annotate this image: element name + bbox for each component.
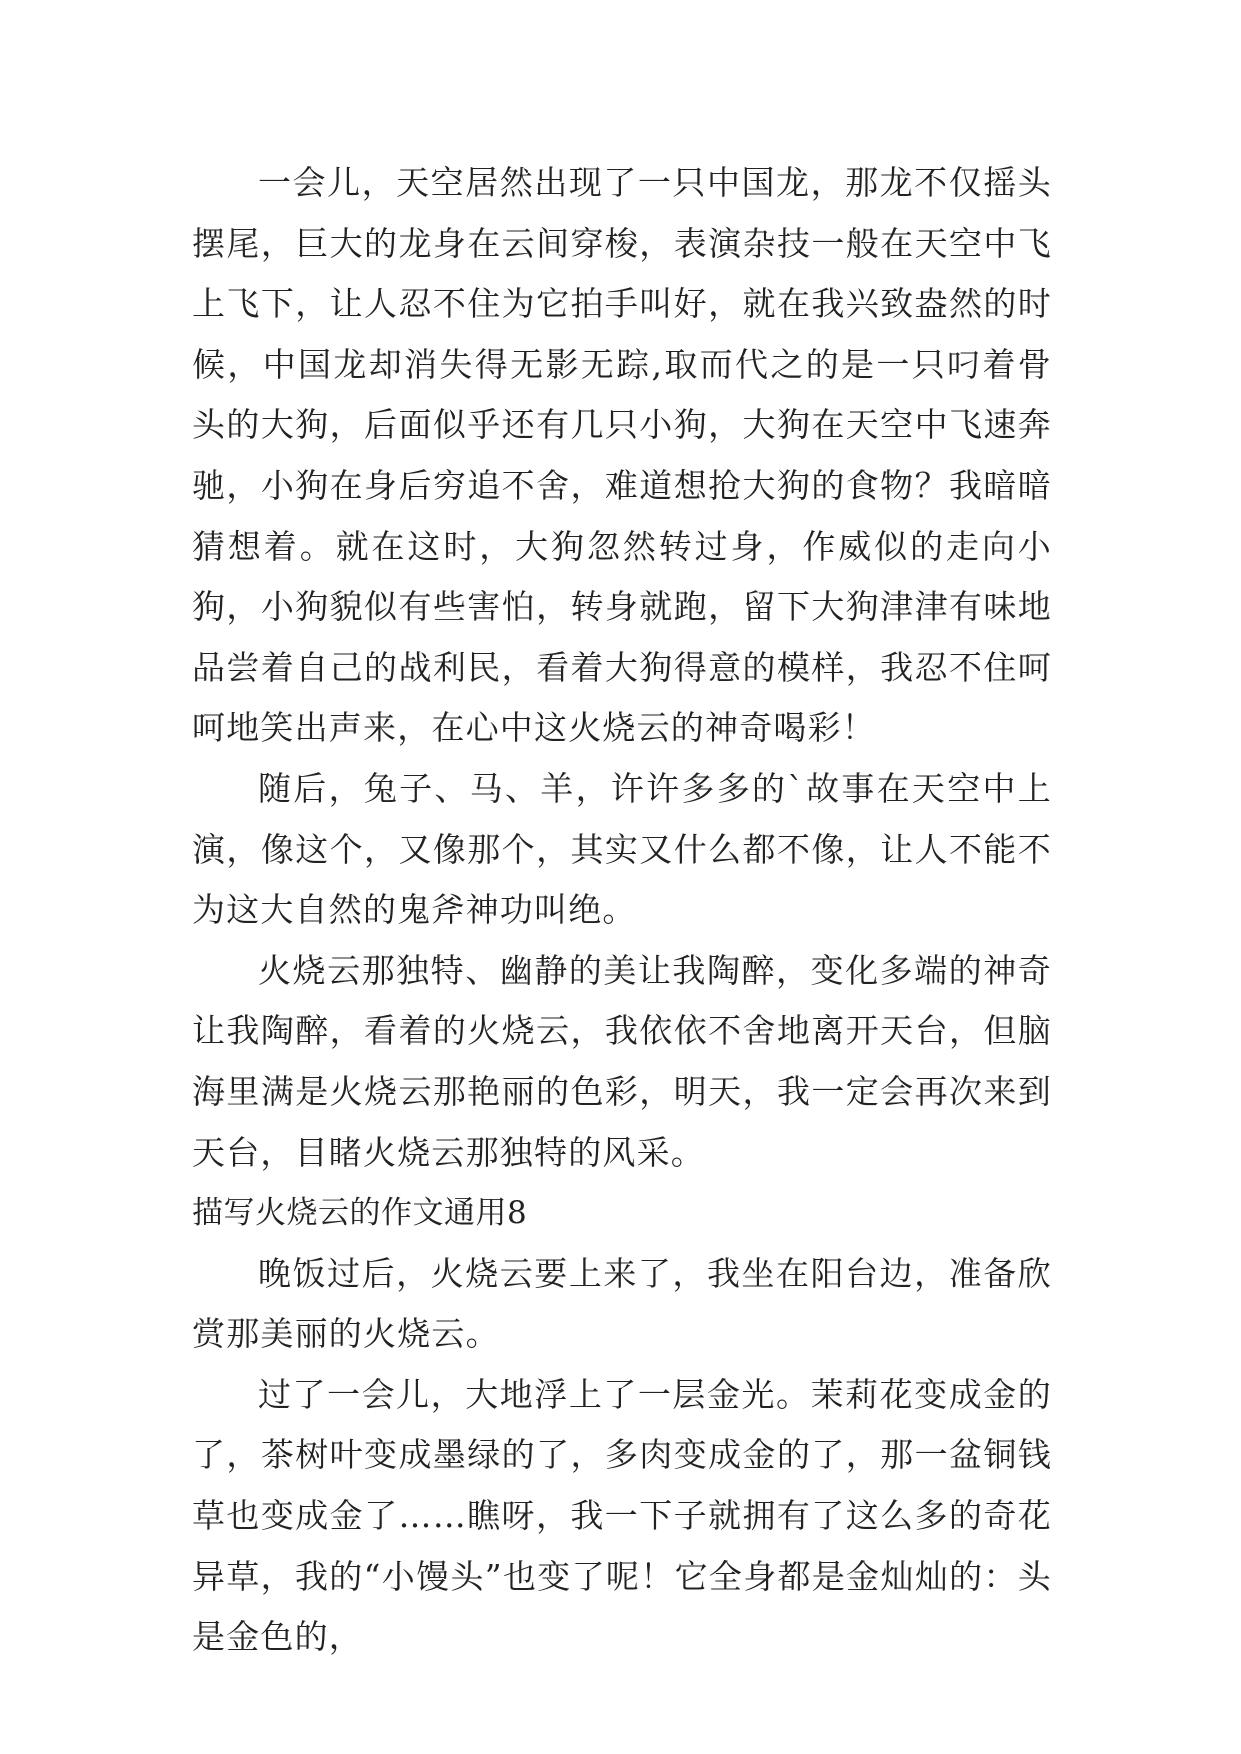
document-body	[192, 153, 1052, 1668]
paragraph-after-dinner: 晚饭过后，火烧云要上来了，我坐在阳台边，准备欣赏那美丽的火烧云。	[192, 1253, 1052, 1354]
paragraph-golden-light: 过了一会儿，大地浮上了一层金光。茉莉花变成金的了，茶树叶变成墨绿的了，多肉变成金的了，那一盆铜钱草也变成金了……瞧呀，我一下子就拥有了这么多的奇花异草，我的“小馒头”也变了呢！它全身都是金灿灿的：头是金色的，	[192, 1374, 1052, 1657]
paragraph-closing: 火烧云那独特、幽静的美让我陶醉，变化多端的神奇让我陶醉，看着的火烧云，我依依不舍地离开天台，但脑海里满是火烧云那艳丽的色彩，明天，我一定会再次来到天台，目睹火烧云那独特的风采。	[192, 950, 1052, 1172]
section-heading: 描写火烧云的作文通用8	[192, 1195, 528, 1232]
paragraph-animals: 随后，兔子、马、羊，许许多多的`故事在天空中上演，像这个，又像那个，其实又什么都不像，让人不能不为这大自然的鬼斧神功叫绝。	[192, 768, 1052, 930]
paragraph-dragon-dog: 一会儿，天空居然出现了一只中国龙，那龙不仅摇头摆尾，巨大的龙身在云间穿梭，表演杂技一般在天空中飞上飞下，让人忍不住为它拍手叫好，就在我兴致盎然的时候，中国龙却消失得无影无踪,取而代之的是一只叼着骨头的大狗，后面似乎还有几只小狗，大狗在天空中飞速奔驰，小狗在身后穷追不舍，难道想抢大狗的食物？我暗暗猜想着。就在这时，大狗忽然转过身，作威似的走向小狗，小狗貌似有些害怕，转身就跑，留下大狗津津有味地品尝着自己的战利民，看着大狗得意的模样，我忍不住呵呵地笑出声来，在心中这火烧云的神奇喝彩！	[192, 163, 1052, 748]
